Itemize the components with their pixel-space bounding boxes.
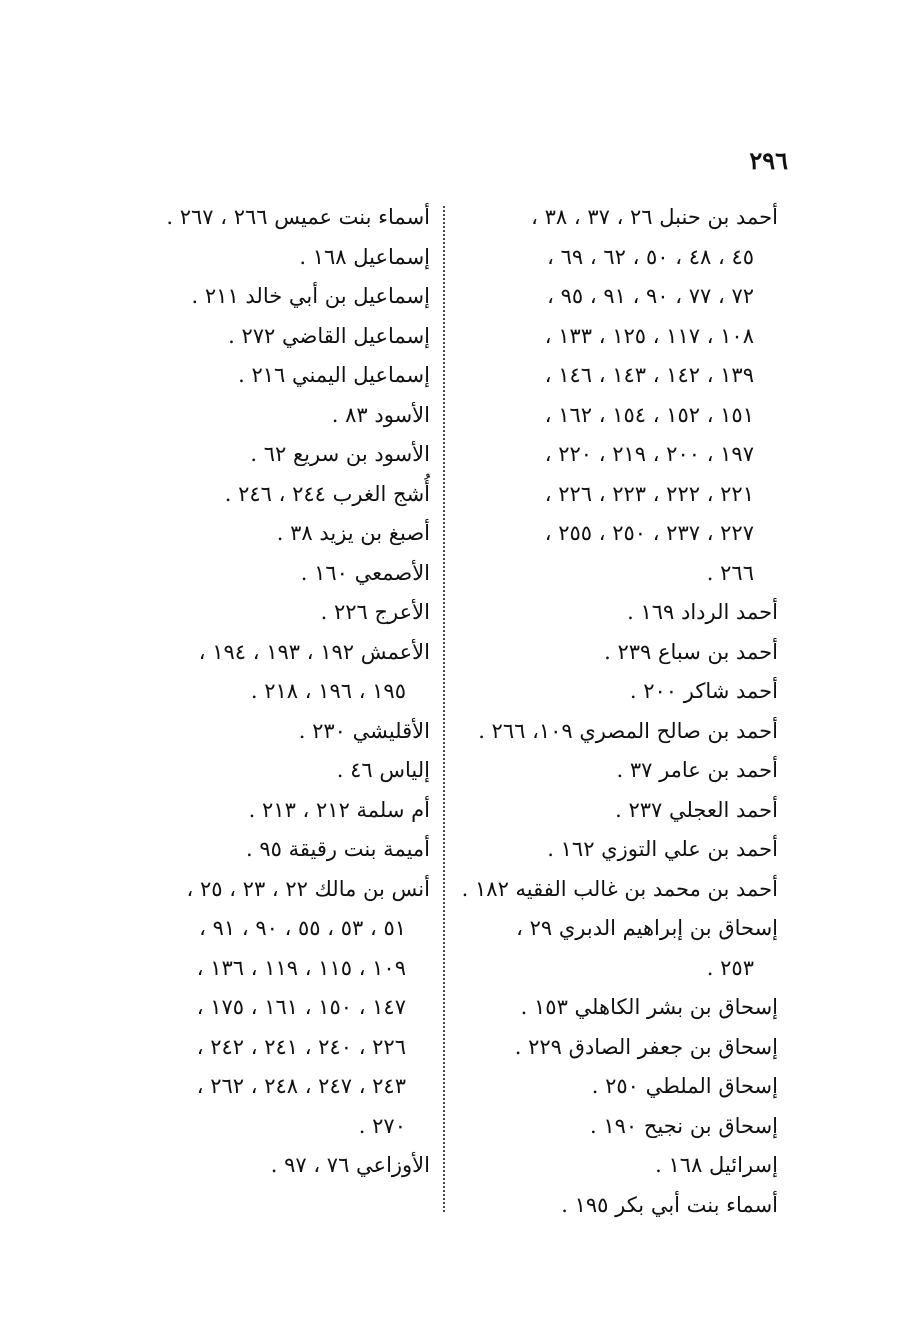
index-entry: إسحاق بن بشر الكاهلي ١٥٣ .	[520, 995, 778, 1019]
index-entry: إسحاق الملطي ٢٥٠ .	[591, 1074, 778, 1098]
index-entry-continuation: ٢٤٣ ، ٢٤٧ ، ٢٤٨ ، ٢٦٢ ،	[196, 1074, 406, 1098]
index-entry: أحمد الرداد ١٦٩ .	[627, 600, 778, 624]
index-entry-continuation: ١٩٧ ، ٢٠٠ ، ٢١٩ ، ٢٢٠ ،	[544, 442, 754, 466]
index-entry-continuation: ١٠٩ ، ١١٥ ، ١١٩ ، ١٣٦ ،	[196, 955, 406, 980]
index-entry: الأعرج ٢٢٦ .	[320, 600, 430, 624]
index-entry: إسماعيل ١٦٨ .	[299, 244, 430, 269]
index-entry-continuation: ١٩٥ ، ١٩٦ ، ٢١٨ .	[250, 679, 406, 703]
index-entry-continuation: ١٠٨ ، ١١٧ ، ١٢٥ ، ١٣٣ ،	[544, 323, 754, 348]
index-entry: أسماء بنت عميس ٢٦٦ ، ٢٦٧ .	[166, 205, 430, 229]
index-entry: أحمد بن صالح المصري ١٠٩، ٢٦٦ .	[478, 718, 778, 743]
index-entry: إسحاق بن نجيح ١٩٠ .	[589, 1113, 778, 1138]
index-entry: الأوزاعي ٧٦ ، ٩٧ .	[270, 1153, 430, 1177]
index-entry: أميمة بنت رقيقة ٩٥ .	[246, 837, 430, 861]
index-entry: أنس بن مالك ٢٢ ، ٢٣ ، ٢٥ ،	[186, 876, 430, 901]
index-entry: أحمد بن حنبل ٢٦ ، ٣٧ ، ٣٨ ،	[531, 205, 778, 229]
index-entry-continuation: ١٥١ ، ١٥٢ ، ١٥٤ ، ١٦٢ ،	[544, 402, 754, 427]
index-entry: إسماعيل اليمني ٢١٦ .	[238, 363, 430, 387]
index-entry: الأسود ٨٣ .	[331, 402, 430, 427]
index-entry-continuation: ٢٢٧ ، ٢٣٧ ، ٢٥٠ ، ٢٥٥ ،	[544, 521, 754, 545]
index-entry-continuation: ٢٢١ ، ٢٢٢ ، ٢٢٣ ، ٢٢٦ ،	[544, 481, 754, 506]
index-entry-continuation: ١٤٧ ، ١٥٠ ، ١٦١ ، ١٧٥ ،	[196, 995, 406, 1019]
index-entry: إسماعيل القاضي ٢٧٢ .	[228, 323, 430, 348]
index-entry: أحمد شاكر ٢٠٠ .	[629, 679, 778, 703]
index-entry: الأعمش ١٩٢ ، ١٩٣ ، ١٩٤ ،	[198, 639, 430, 664]
index-entry: أحمد العجلي ٢٣٧ .	[615, 797, 778, 822]
index-entry: أحمد بن علي التوزي ١٦٢ .	[547, 837, 778, 861]
index-entry-continuation: ١٣٩ ، ١٤٢ ، ١٤٣ ، ١٤٦ ،	[544, 363, 754, 387]
index-entry: أسماء بنت أبي بكر ١٩٥ .	[561, 1192, 778, 1217]
page-number: ٢٩٦	[749, 146, 788, 175]
index-entry: الأسود بن سريع ٦٢ .	[250, 442, 430, 466]
index-entry: أحمد بن سباع ٢٣٩ .	[604, 639, 778, 664]
index-entry: إلياس ٤٦ .	[336, 758, 430, 782]
index-entry: أحمد بن عامر ٣٧ .	[616, 758, 778, 782]
index-column-right	[456, 198, 778, 1225]
index-entry: إسحاق بن جعفر الصادق ٢٢٩ .	[514, 1034, 778, 1059]
index-entry: أم سلمة ٢١٢ ، ٢١٣ .	[248, 797, 430, 822]
index-entry: أحمد بن محمد بن غالب الفقيه ١٨٢ .	[461, 876, 778, 901]
index-column-left	[108, 198, 430, 1186]
index-entry-continuation: ٧٢ ، ٧٧ ، ٩٠ ، ٩١ ، ٩٥ ،	[547, 284, 754, 308]
index-entry: الأصمعي ١٦٠ .	[300, 560, 430, 585]
index-entry: إسحاق بن إبراهيم الدبري ٢٩ ،	[516, 916, 778, 940]
index-entry: الأقليشي ٢٣٠ .	[298, 718, 430, 743]
column-divider	[443, 206, 445, 1212]
index-entry-continuation: ٤٥ ، ٤٨ ، ٥٠ ، ٦٢ ، ٦٩ ،	[547, 244, 754, 269]
index-entry: أُشج الغرب ٢٤٤ ، ٢٤٦ .	[224, 481, 430, 506]
index-entry-continuation: ٥١ ، ٥٣ ، ٥٥ ، ٩٠ ، ٩١ ،	[199, 916, 406, 940]
index-entry: أصبغ بن يزيد ٣٨ .	[276, 521, 430, 545]
index-entry: إسرائيل ١٦٨ .	[655, 1153, 778, 1177]
index-entry-continuation: ٢٥٣ .	[706, 955, 754, 980]
index-entry-continuation: ٢٢٦ ، ٢٤٠ ، ٢٤١ ، ٢٤٢ ،	[196, 1034, 406, 1059]
index-entry-continuation: ٢٦٦ .	[706, 560, 754, 585]
index-entry-continuation: ٢٧٠ .	[358, 1113, 406, 1138]
index-entry: إسماعيل بن أبي خالد ٢١١ .	[191, 284, 430, 308]
